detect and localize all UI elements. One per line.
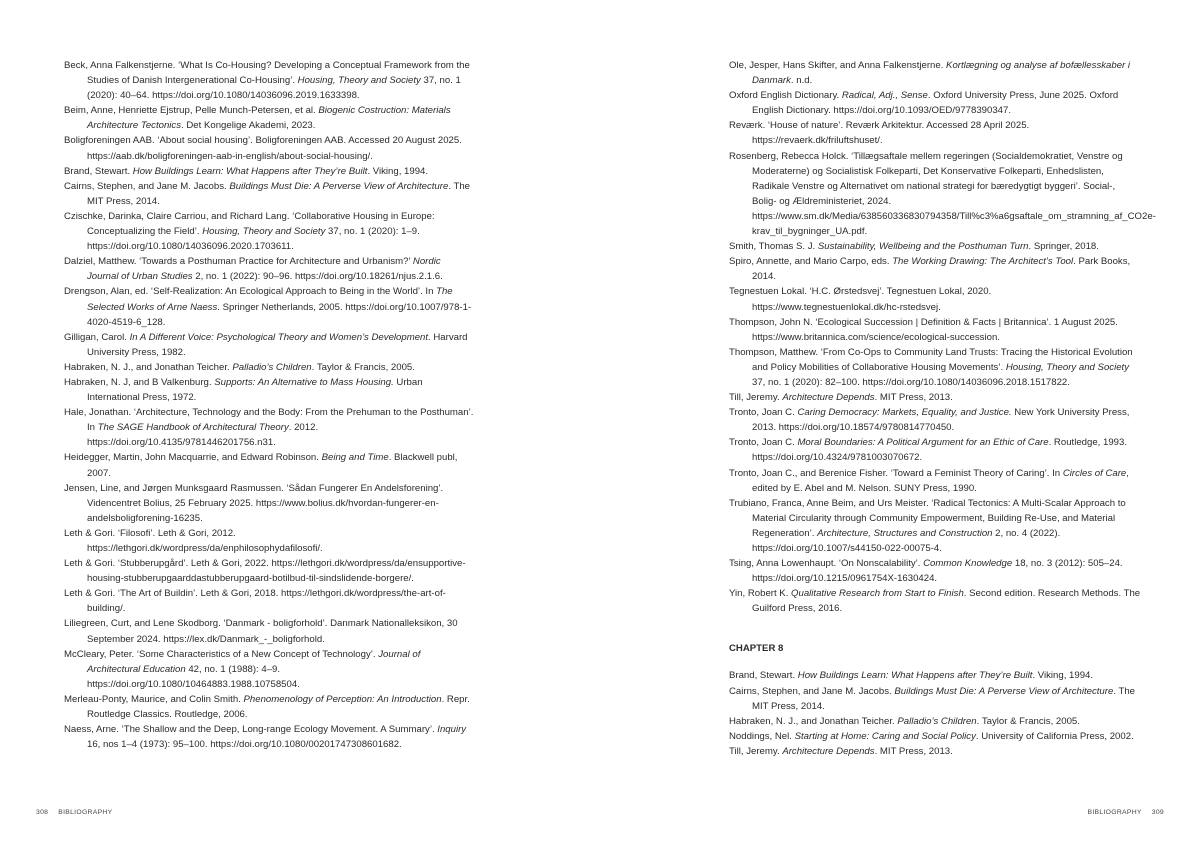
entry-text: Jensen, Line, and Jørgen Munksgaard Rasmussen. ‘Sådan Fungerer En Andelsforening’. Videncentret Bolius, 25 February 2025. https://www.bolius.dk/hvordan-fungerer-en-andelsboligforening-16235. bbox=[64, 482, 444, 524]
entry-title-italic: Nordic Journal of Urban Studies bbox=[87, 256, 441, 283]
chapter-8-bibliography-list bbox=[729, 668, 1141, 759]
entry-title-italic: Palladio’s Children bbox=[232, 361, 312, 373]
bibliography-entry bbox=[729, 58, 1141, 88]
entry-text: Yin, Robert K. bbox=[729, 588, 792, 600]
entry-text: Merleau-Ponty, Maurice, and Colin Smith. bbox=[64, 693, 244, 705]
entry-text: . The MIT Press, 2014. bbox=[87, 180, 471, 207]
entry-text: . Repr. Routledge Classics. Routledge, 2006. bbox=[87, 693, 470, 721]
entry-text: . Taylor & Francis, 2005. bbox=[311, 361, 415, 373]
entry-title-italic: Caring Democracy: Markets, Equality, and Justice. bbox=[797, 407, 1012, 419]
bibliography-entry bbox=[64, 616, 474, 646]
entry-text: . Det Kongelige Akademi, 2023. bbox=[181, 120, 316, 132]
entry-text: Trubiano, Franca, Anne Beim, and Urs Meister. ‘Radical Tectonics: A Multi-Scalar Approach to Material Circularity through Community Empowerment, Building Re-Use, and Material Regeneration’. bbox=[729, 497, 1126, 539]
bibliography-entry bbox=[64, 692, 474, 722]
entry-text: Beck, Anna Falkenstjerne. ‘What Is Co-Housing? Developing a Conceptual Framework from the Studies of Danish Intergenerational Co-Housing’. bbox=[64, 60, 470, 87]
bibliography-entry bbox=[729, 684, 1141, 714]
entry-text: 2, no. 4 (2022). https://doi.org/10.1007/s44150-022-00075-4. bbox=[752, 527, 1061, 554]
bibliography-entry bbox=[729, 466, 1141, 496]
entry-text: . Viking, 1994. bbox=[1032, 670, 1094, 682]
entry-title-italic: Biogenic Costruction: Materials Architecture Tectonics bbox=[87, 105, 451, 132]
entry-text: Leth & Gori. ‘The Art of Buildin’. Leth & Gori, 2018. https://lethgori.dk/wordpress/the-art-of-building/. bbox=[64, 588, 446, 615]
entry-text: Reværk. ‘House of nature’. Reværk Arkitektur. Accessed 28 April 2025. https://revaerk.dk/friluftshuset/. bbox=[729, 120, 1030, 147]
entry-text: 37, no. 1 (2020): 40–64. https://doi.org/10.1080/14036096.2019.1633398. bbox=[87, 75, 461, 102]
entry-text: Habraken, N. J, and B Valkenburg. bbox=[64, 376, 215, 388]
bibliography-entry bbox=[64, 164, 474, 179]
entry-text: Cairns, Stephen, and Jane M. Jacobs. bbox=[729, 685, 895, 697]
entry-title-italic: Housing, Theory and Society bbox=[1005, 361, 1130, 373]
bibliography-entry bbox=[729, 88, 1141, 118]
bibliography-entry bbox=[64, 722, 474, 752]
bibliography-entry bbox=[729, 556, 1141, 586]
bibliography-entry bbox=[729, 744, 1141, 759]
entry-text: 37, no. 1 (2020): 1–9. https://doi.org/10.1080/14036096.2020.1703611. bbox=[87, 226, 420, 253]
entry-title-italic: Housing, Theory and Society bbox=[297, 75, 421, 87]
entry-text: Oxford English Dictionary. bbox=[729, 90, 842, 102]
entry-title-italic: Sustainability, Wellbeing and the Posthuman Turn bbox=[817, 241, 1029, 253]
entry-text: Leth & Gori. ‘Filosofi’. Leth & Gori, 2012. https://lethgori.dk/wordpress/da/enphilosophydafilosofi/. bbox=[64, 527, 323, 554]
entry-text: Smith, Thomas S. J. bbox=[729, 241, 818, 253]
bibliography-entry bbox=[729, 315, 1141, 345]
page-number-left: 308 bbox=[36, 809, 49, 816]
entry-title-italic: Phenomenology of Perception: An Introduction bbox=[243, 693, 442, 705]
entry-text: Heidegger, Martin, John Macquarrie, and Edward Robinson. bbox=[64, 452, 322, 464]
entry-title-italic: Housing, Theory and Society bbox=[202, 226, 326, 238]
entry-text: Drengson, Alan, ed. ‘Self-Realization: An Ecological Approach to Being in the World’. In bbox=[64, 286, 437, 298]
entry-text: . Viking, 1994. bbox=[367, 165, 429, 177]
footer-left bbox=[36, 809, 112, 816]
entry-text: 42, no. 1 (1988): 4–9. https://doi.org/10.1080/10464883.1988.10758504. bbox=[87, 663, 300, 690]
bibliography-entry bbox=[729, 239, 1141, 254]
entry-title-italic: Being and Time bbox=[321, 452, 389, 464]
entry-text: Habraken, N. J., and Jonathan Teicher. bbox=[729, 715, 898, 727]
entry-text: 37, no. 1 (2020): 82–100. https://doi.org/10.1080/14036096.2018.1517822. bbox=[752, 376, 1070, 388]
entry-text: McCleary, Peter. ‘Some Characteristics of a New Concept of Technology’. bbox=[64, 648, 379, 660]
bibliography-entry bbox=[64, 209, 474, 254]
entry-title-italic: Architecture Depends bbox=[782, 745, 875, 757]
bibliography-entry bbox=[64, 330, 474, 360]
entry-title-italic: How Buildings Learn: What Happens after They’re Built bbox=[797, 670, 1033, 682]
bibliography-entry bbox=[64, 450, 474, 480]
entry-text: Spiro, Annette, and Mario Carpo, eds. bbox=[729, 256, 893, 268]
entry-text: Czischke, Darinka, Claire Carriou, and Richard Lang. ‘Collaborative Housing in Europe: Conceptualizing the Field’. bbox=[64, 210, 435, 238]
entry-text: Gilligan, Carol. bbox=[64, 331, 130, 343]
footer-right bbox=[1088, 809, 1164, 816]
entry-text: Habraken, N. J., and Jonathan Teicher. bbox=[64, 361, 233, 373]
entry-text: Tronto, Joan C., and Berenice Fisher. ‘Toward a Feminist Theory of Caring’. In bbox=[729, 467, 1063, 479]
entry-title-italic: Circles of Care bbox=[1062, 467, 1127, 479]
bibliography-entry bbox=[729, 284, 1141, 314]
entry-text: New York University Press, 2013. https://doi.org/10.18574/9780814770450. bbox=[752, 407, 1130, 434]
left-page-column bbox=[64, 58, 474, 752]
bibliography-entry bbox=[729, 405, 1141, 435]
entry-title-italic: Architecture, Structures and Construction bbox=[817, 527, 993, 539]
entry-text: . MIT Press, 2013. bbox=[874, 392, 953, 404]
entry-text: . University of California Press, 2002. bbox=[975, 730, 1134, 742]
entry-text: . Taylor & Francis, 2005. bbox=[976, 715, 1080, 727]
bibliography-entry bbox=[64, 556, 474, 586]
entry-text: . 2012. https://doi.org/10.4135/9781446201756.n31. bbox=[87, 422, 319, 449]
entry-text: Noddings, Nel. bbox=[729, 730, 795, 742]
entry-title-italic: Palladio’s Children bbox=[897, 715, 977, 727]
entry-title-italic: The SAGE Handbook of Architectural Theory bbox=[97, 422, 289, 434]
running-footer-label-left: BIBLIOGRAPHY bbox=[58, 809, 113, 816]
bibliography-entry bbox=[64, 375, 474, 405]
entry-text: , edited by E. Abel and M. Nelson. SUNY Press, 1990. bbox=[752, 467, 1129, 494]
bibliography-entry bbox=[64, 360, 474, 375]
entry-text: Naess, Arne. ‘The Shallow and the Deep, Long-range Ecology Movement. A Summary’. bbox=[64, 724, 438, 736]
entry-title-italic: Buildings Must Die: A Perverse View of Architecture bbox=[229, 180, 449, 192]
bibliography-entry bbox=[729, 668, 1141, 683]
page-number-right: 309 bbox=[1151, 809, 1164, 816]
entry-title-italic: Buildings Must Die: A Perverse View of Architecture bbox=[894, 685, 1114, 697]
bibliography-entry bbox=[729, 714, 1141, 729]
entry-text: Till, Jeremy. bbox=[729, 392, 783, 404]
entry-text: . Springer Netherlands, 2005. https://doi.org/10.1007/978-1-4020-4519-6_128. bbox=[87, 301, 472, 328]
entry-text: Brand, Stewart. bbox=[64, 165, 133, 177]
entry-text: Boligforeningen AAB. ‘About social housing’. Boligforeningen AAB. Accessed 20 August 2025. https://aab.dk/boligforeningen-aab-in-english/about-social-housing/. bbox=[64, 135, 462, 162]
entry-text: . Blackwell publ, 2007. bbox=[87, 452, 458, 479]
entry-text: Tsing, Anna Lowenhaupt. ‘On Nonscalability’. bbox=[729, 558, 924, 570]
entry-text: . n.d. bbox=[790, 75, 813, 87]
bibliography-entry bbox=[64, 58, 474, 103]
bibliography-entry bbox=[64, 481, 474, 526]
entry-text: . The MIT Press, 2014. bbox=[752, 685, 1136, 712]
entry-text: Tronto, Joan C. bbox=[729, 437, 798, 449]
entry-title-italic: Starting at Home: Caring and Social Policy bbox=[794, 730, 976, 742]
entry-text: Leth & Gori. ‘Stubberupgård’. Leth & Gori, 2022. https://lethgori.dk/wordpress/da/ensupportive-housing-stubberupgaarddastubberupgaard-botilbud-til-sindslidende-borgere/. bbox=[64, 558, 466, 585]
entry-title-italic: The Selected Works of Arne Naess bbox=[87, 286, 453, 313]
bibliography-entry bbox=[729, 118, 1141, 148]
bibliography-entry bbox=[64, 405, 474, 450]
bibliography-entry bbox=[729, 586, 1141, 616]
entry-title-italic: Supports: An Alternative to Mass Housing. bbox=[214, 376, 394, 388]
bibliography-entry bbox=[729, 496, 1141, 556]
entry-text: . Second edition. Research Methods. The Guilford Press, 2016. bbox=[752, 588, 1141, 615]
bibliography-entry bbox=[64, 103, 474, 133]
entry-text: . Routledge, 1993. https://doi.org/10.4324/9781003070672. bbox=[752, 437, 1128, 464]
bibliography-entry bbox=[64, 133, 474, 163]
entry-text: Brand, Stewart. bbox=[729, 670, 798, 682]
bibliography-entry bbox=[729, 390, 1141, 405]
entry-text: Hale, Jonathan. ‘Architecture, Technology and the Body: From the Prehuman to the Posthuman’. In bbox=[64, 407, 474, 434]
chapter-heading: CHAPTER 8 bbox=[729, 643, 784, 655]
entry-text: . MIT Press, 2013. bbox=[874, 745, 953, 757]
bibliography-entry bbox=[64, 586, 474, 616]
right-page-column bbox=[729, 58, 1156, 759]
bibliography-entry bbox=[729, 729, 1141, 744]
entry-text: Tronto, Joan C. bbox=[729, 407, 798, 419]
bibliography-entry bbox=[729, 149, 1156, 240]
entry-text: Urban International Press, 1972. bbox=[87, 376, 423, 404]
entry-text: 2, no. 1 (2022): 90–96. https://doi.org/10.18261/njus.2.1.6. bbox=[192, 271, 443, 283]
bibliography-entry bbox=[729, 254, 1141, 284]
bibliography-entry bbox=[729, 345, 1141, 390]
entry-title-italic: Moral Boundaries: A Political Argument for an Ethic of Care bbox=[797, 437, 1049, 449]
entry-title-italic: Journal of Architectural Education bbox=[87, 648, 421, 675]
bibliography-entry bbox=[64, 647, 474, 692]
entry-title-italic: Kortlægning og analyse af bofællesskaber i Danmark bbox=[752, 60, 1131, 87]
bibliography-entry bbox=[64, 179, 474, 209]
bibliography-entry bbox=[729, 435, 1141, 465]
entry-text: Thompson, John N. ‘Ecological Succession | Definition & Facts | Britannica’. 1 August 2025. https://www.britannica.com/science/ecological-succession. bbox=[729, 316, 1118, 343]
entry-title-italic: Architecture Depends bbox=[782, 392, 875, 404]
entry-text: . Springer, 2018. bbox=[1028, 241, 1099, 253]
entry-title-italic: Common Knowledge bbox=[923, 558, 1013, 570]
bibliography-entry bbox=[64, 526, 474, 556]
entry-title-italic: The Working Drawing: The Architect’s Tool bbox=[892, 256, 1074, 268]
entry-text: . Oxford University Press, June 2025. Oxford English Dictionary. https://doi.org/10.1093/OED/9778390347. bbox=[752, 90, 1119, 117]
bibliography-entry bbox=[64, 254, 474, 284]
entry-text: Till, Jeremy. bbox=[729, 745, 783, 757]
entry-text: 18, no. 3 (2012): 505–24. https://doi.org/10.1215/0961754X-1630424. bbox=[752, 558, 1123, 585]
bibliography-list-right bbox=[729, 58, 1156, 616]
entry-text: Beim, Anne, Henriette Ejstrup, Pelle Munch-Petersen, et al. bbox=[64, 105, 319, 117]
entry-text: . Harvard University Press, 1982. bbox=[87, 331, 468, 358]
bibliography-entry bbox=[64, 284, 474, 329]
running-footer-label-right: BIBLIOGRAPHY bbox=[1087, 809, 1142, 816]
entry-text: Thompson, Matthew. ‘From Co-Ops to Community Land Trusts: Tracing the Historical Evolution and Policy Mobilities of Collaborative Housing Movements’. bbox=[729, 346, 1133, 373]
entry-text: Dalziel, Matthew. ‘Towards a Posthuman Practice for Architecture and Urbanism?’ bbox=[64, 256, 413, 268]
entry-text: 16, nos 1–4 (1973): 95–100. https://doi.org/10.1080/00201747308601682. bbox=[87, 739, 402, 751]
entry-text: Cairns, Stephen, and Jane M. Jacobs. bbox=[64, 180, 230, 192]
entry-title-italic: How Buildings Learn: What Happens after They’re Built bbox=[132, 165, 368, 177]
entry-title-italic: Qualitative Research from Start to Finish bbox=[791, 588, 964, 600]
entry-text: Liliegreen, Curt, and Lene Skodborg. ‘Danmark - boligforhold’. Danmark Nationalleksikon, 30 September 2024. https://lex.dk/Danmark_-_boligforhold. bbox=[64, 618, 458, 645]
entry-text: Tegnestuen Lokal. ‘H.C. Ørstedsvej’. Tegnestuen Lokal, 2020. https://www.tegnestuenlokal.dk/hc-rstedsvej. bbox=[729, 286, 992, 313]
entry-title-italic: Inquiry bbox=[437, 724, 467, 736]
entry-title-italic: In A Different Voice: Psychological Theory and Women’s Development bbox=[129, 331, 429, 343]
entry-text: . Park Books, 2014. bbox=[752, 256, 1131, 283]
entry-text: Ole, Jesper, Hans Skifter, and Anna Falkenstjerne. bbox=[729, 60, 947, 71]
entry-text: Rosenberg, Rebecca Holck. ‘Tillægsaftale mellem regeringen (Socialdemokratiet, Venstre og Moderaterne) og Socialistisk Folkeparti, Det Konservative Folkeparti, Enhedslisten, Radikale Venstre og Alternativet om national strategi for bæredygtigt byggeri’. Social-, Bolig- og Ældreministeriet, 2024. https://www.sm.dk/Media/638560336830794358/Till%c3%a6gsaftale_om_stramning_af_CO2e-krav_til_bygninger_UA.pdf. bbox=[729, 150, 1156, 238]
entry-title-italic: Radical, Adj., Sense bbox=[841, 90, 928, 102]
